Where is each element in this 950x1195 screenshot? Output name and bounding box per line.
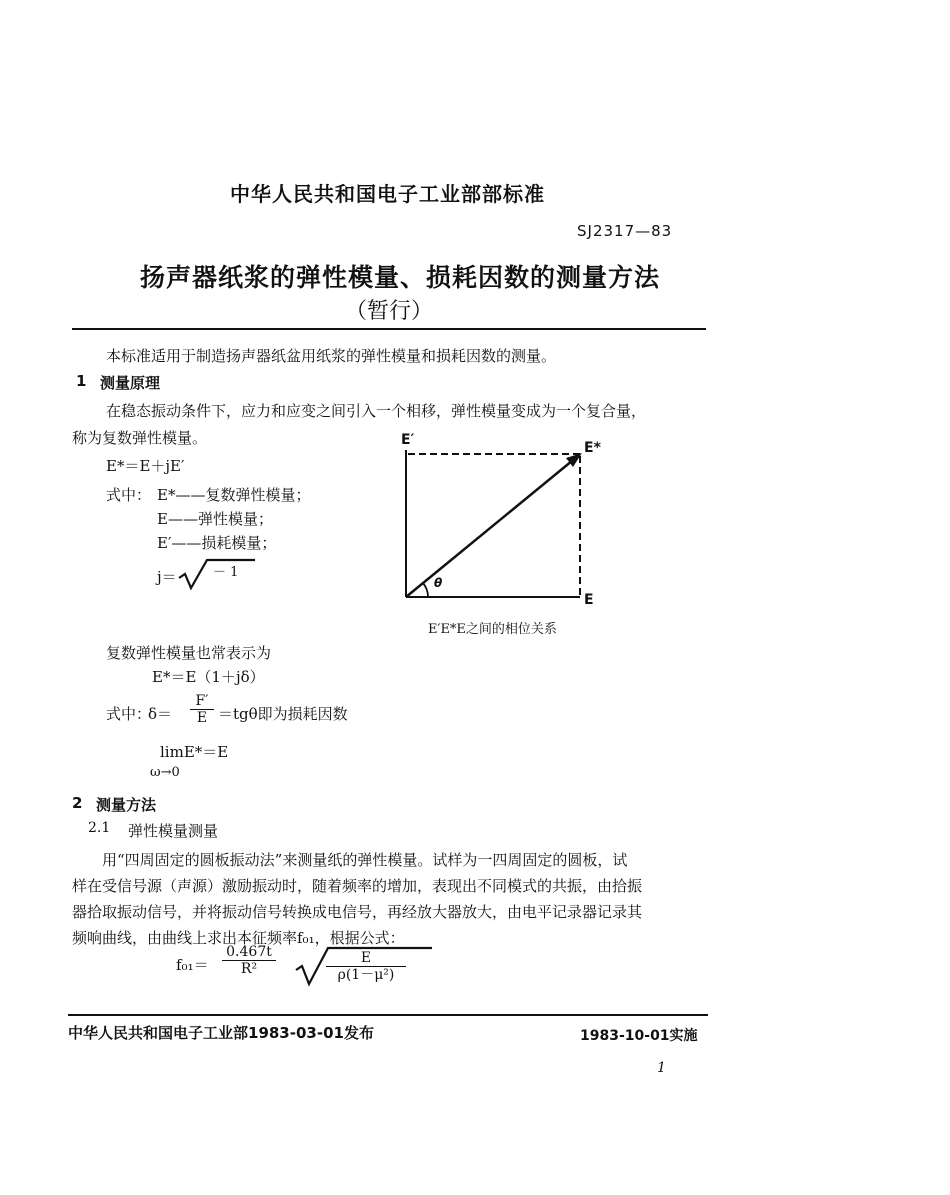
delta-denominator: E xyxy=(190,709,214,726)
title-rule xyxy=(72,328,706,330)
section-2-para-line-3: 器拾取振动信号，并将振动信号转换成电信号，再经放大器放大，由电平记录器记录其 xyxy=(72,903,643,921)
section-1-para-line-2: 称为复数弹性模量。 xyxy=(72,429,208,447)
footer-rule xyxy=(68,1014,708,1016)
label-e-prime: E′ xyxy=(401,432,415,448)
definition-e-prime: E′——损耗模量； xyxy=(157,534,277,552)
subsection-2-1-heading: 弹性模量测量 xyxy=(128,822,219,840)
definition-e-star: E*——复数弹性模量； xyxy=(157,486,311,504)
delta-suffix: ＝tgθ即为损耗因数 xyxy=(218,705,348,723)
f-denominator: R² xyxy=(222,960,276,977)
alt-form-intro: 复数弹性模量也常表示为 xyxy=(106,644,272,662)
section-2-para-line-4: 频响曲线，由曲线上求出本征频率f₀₁，根据公式： xyxy=(72,929,405,947)
f-radicand-numerator: E xyxy=(360,950,372,966)
label-e-star: E* xyxy=(584,440,601,456)
f-radicand-denominator: ρ(1－μ²) xyxy=(326,966,406,983)
section-1-para-line-1: 在稳态振动条件下，应力和应变之间引入一个相移，弹性模量变成为一个复合量， xyxy=(106,402,647,420)
intro-paragraph: 本标准适用于制造扬声器纸盆用纸浆的弹性模量和损耗因数的测量。 xyxy=(106,347,557,365)
document-title: 扬声器纸浆的弹性模量、损耗因数的测量方法 xyxy=(140,263,661,292)
f-radicand-fraction xyxy=(326,950,406,983)
page-number: 1 xyxy=(657,1060,666,1076)
formula-alt-form: E*＝E（1＋jδ） xyxy=(152,668,265,686)
section-2-heading: 测量方法 xyxy=(96,796,157,814)
org-standard-title: 中华人民共和国电子工业部部标准 xyxy=(230,182,545,206)
j-radicand: － 1 xyxy=(213,565,239,580)
limit-expression: limE*＝E xyxy=(160,743,229,761)
definition-e: E——弹性模量； xyxy=(157,510,273,528)
section-2-para-line-1: 用“四周固定的圆板振动法”来测量纸的弹性模量。试样为一四周固定的圆板，试 xyxy=(102,851,628,869)
f-left: f₀₁＝ xyxy=(176,956,209,974)
limit-subscript: ω→0 xyxy=(150,765,180,780)
section-1-heading: 测量原理 xyxy=(100,374,161,392)
theta-arc xyxy=(423,583,428,597)
where-label: 式中： xyxy=(106,486,152,504)
subsection-2-1-number: 2.1 xyxy=(88,820,111,836)
f-fraction xyxy=(222,944,276,977)
issued-line: 中华人民共和国电子工业部1983-03-01发布 xyxy=(68,1024,374,1042)
phase-diagram xyxy=(398,432,608,612)
delta-numerator: F′ xyxy=(195,693,209,709)
j-definition xyxy=(157,556,257,592)
j-left: j＝ xyxy=(157,568,177,586)
effective-line: 1983-10-01实施 xyxy=(580,1028,698,1044)
f-numerator: 0.467t xyxy=(226,944,272,960)
delta-fraction xyxy=(190,693,214,726)
standard-code: SJ2317—83 xyxy=(577,222,673,240)
frequency-formula xyxy=(176,944,436,988)
diagram-caption: E′E*E之间的相位关系 xyxy=(428,622,557,637)
section-2-number: 2 xyxy=(72,794,83,812)
section-2-para-line-2: 样在受信号源（声源）激励振动时，随着频率的增加，表现出不同模式的共振，由拾振 xyxy=(72,877,643,895)
phase-diagram-svg xyxy=(398,432,608,612)
section-1-number: 1 xyxy=(76,372,87,390)
label-e: E xyxy=(584,592,594,608)
delta-definition xyxy=(106,693,386,733)
formula-complex-modulus: E*＝E＋jE′ xyxy=(106,457,185,475)
where-label-2: 式中： xyxy=(106,705,152,723)
document-subtitle: （暂行） xyxy=(345,299,434,324)
label-theta: θ xyxy=(434,576,443,590)
vector-e-star xyxy=(406,456,578,597)
delta-prefix: δ＝ xyxy=(148,705,173,723)
